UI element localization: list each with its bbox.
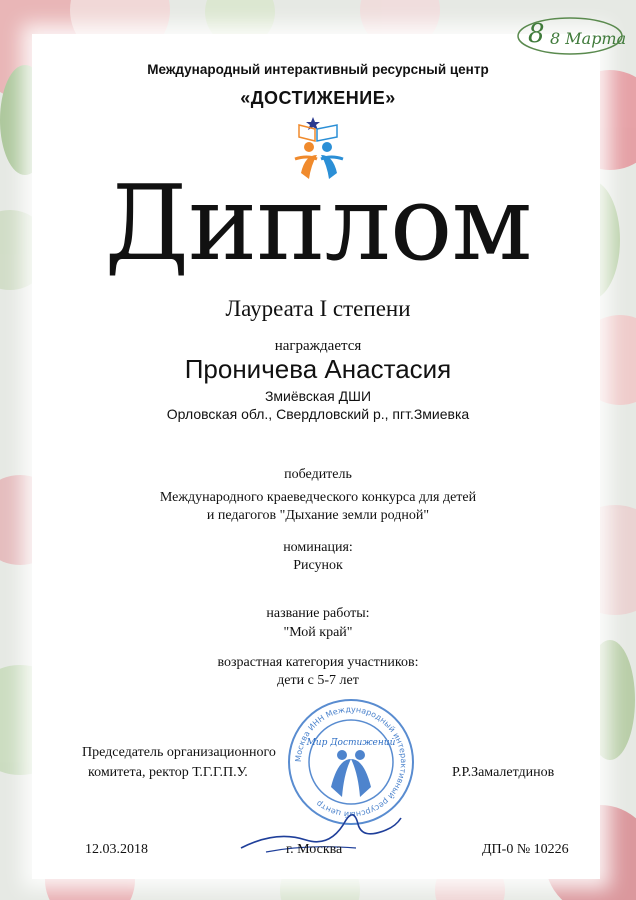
status-text: победитель — [284, 467, 352, 482]
nomination-label: номинация: — [283, 540, 353, 555]
signer-name: Р.Р.Замалетдинов — [452, 765, 555, 780]
svg-text:8 Марта: 8 Марта — [550, 29, 627, 48]
svg-text:Москва ИНН Международный интер: Москва ИНН Международный интерактивный ресурсный центр — [293, 704, 409, 820]
svg-text:Мир Достижений: Мир Достижений — [306, 738, 396, 748]
contest-line-1: Международного краеведческого конкурса для детей — [159, 490, 477, 505]
diploma-number: ДП-0 № 10226 — [482, 842, 569, 857]
work-title-value: "Мой край" — [283, 625, 353, 640]
org-line: Международный интерактивный ресурсный центр — [147, 62, 489, 77]
brand-logo — [510, 4, 632, 64]
school-address: Орловская обл., Свердловский р., пгт.Змиевка — [166, 406, 470, 422]
diploma-title: Диплом — [104, 162, 532, 284]
recipient-name: Проничева Анастасия — [184, 354, 452, 384]
school-name: Змиёвская ДШИ — [264, 388, 372, 404]
age-category-label: возрастная категория участников: — [217, 655, 419, 670]
work-title-label: название работы: — [266, 606, 370, 621]
degree-text: Лауреата I степени — [225, 296, 411, 321]
awarded-label: награждается — [274, 338, 362, 354]
chairman-title-line-1: Председатель организационного — [82, 745, 276, 760]
nomination-value: Рисунок — [293, 558, 343, 573]
org-name: «ДОСТИЖЕНИЕ» — [240, 88, 396, 108]
svg-text:8: 8 — [528, 19, 545, 49]
issue-date: 12.03.2018 — [85, 842, 148, 857]
age-category-value: дети с 5-7 лет — [277, 673, 359, 688]
issue-city: г. Москва — [286, 842, 343, 857]
contest-line-2: и педагогов "Дыхание земли родной" — [206, 508, 430, 523]
chairman-title-line-2: комитета, ректор Т.Г.Г.П.У. — [88, 765, 248, 780]
